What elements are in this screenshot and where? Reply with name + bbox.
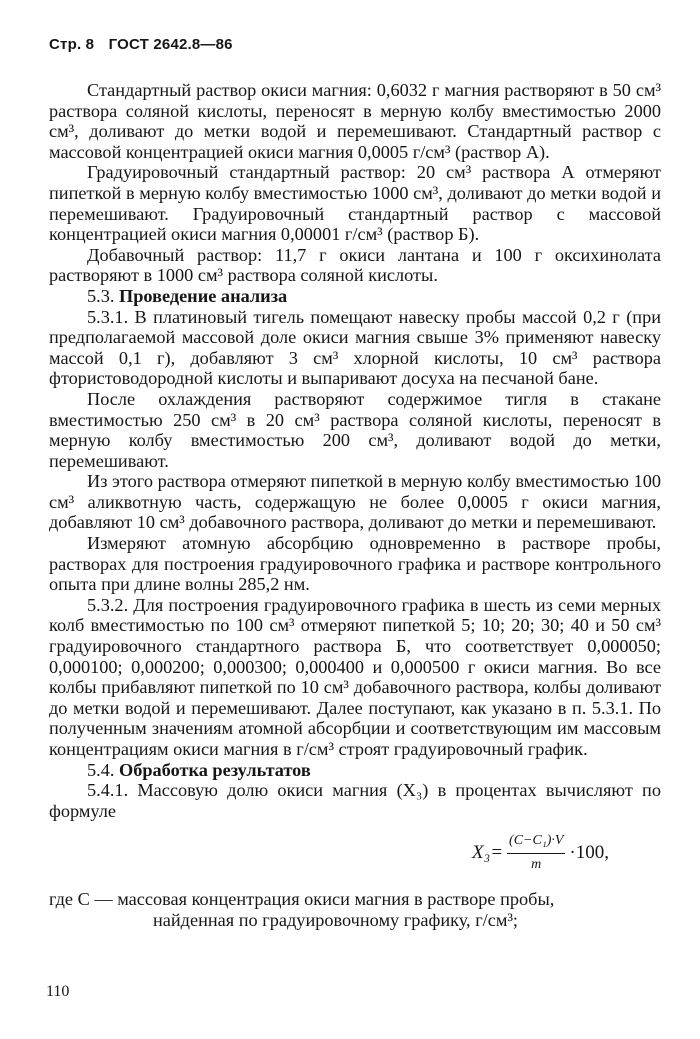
formula-lhs: X₃=	[472, 842, 504, 864]
standard-number: ГОСТ 2642.8—86	[108, 36, 233, 53]
paragraph-absorption: Измеряют атомную абсорбцию одновременно в растворе пробы, растворах для построения градуировочного графика и растворе контрольного опыта при длине волны 285,2 нм.	[49, 533, 661, 595]
where-line-2: найденная по градуировочному графику, г/см³;	[153, 909, 519, 930]
where-line-1: где C — массовая концентрация окиси магния в растворе пробы,	[49, 889, 555, 910]
formula-numerator: (C−C₁)·V	[507, 831, 565, 854]
section-title: Обработка результатов	[119, 759, 311, 780]
formula-tail: ·100,	[569, 842, 609, 864]
paragraph-cooling: После охлаждения растворяют содержимое тигля в стакане вместимостью 250 см³ в 20 см³ раствора соляной кислоты, переносят в мерную колбу вместимостью 200 см³, доливают водой до метки, перемешивают.	[49, 388, 661, 471]
section-title: Проведение анализа	[119, 285, 288, 306]
paragraph-calibration-solution: Градуировочный стандартный раствор: 20 см³ раствора А отмеряют пипеткой в мерную колбу вместимостью 1000 см³, доливают до метки водой и перемешивают. Градуировочный стандартный раствор с массовой концентрацией окиси магния 0,00001 г/см³ (раствор Б).	[49, 162, 661, 245]
page-number: 110	[46, 983, 70, 1000]
formula-fraction	[507, 831, 565, 875]
document-body	[49, 80, 661, 931]
paragraph-standard-solution: Стандартный раствор окиси магния: 0,6032 г магния растворяют в 50 см³ раствора соляной кислоты, переносят в мерную колбу вместимостью 2000 см³, доливают до метки водой и перемешивают. Стандартный раствор с массовой концентрацией окиси магния 0,0005 г/см³ (раствор А).	[49, 80, 661, 162]
section-number: 5.3.	[87, 285, 115, 306]
section-number: 5.4.	[87, 759, 115, 780]
page-header	[49, 36, 243, 53]
paragraph-5-4-1: 5.4.1. Массовую долю окиси магния (X₃) в процентах вычисляют по формуле	[49, 780, 661, 821]
paragraph-aliquot: Из этого раствора отмеряют пипеткой в мерную колбу вместимостью 100 см³ аликвотную часть, содержащую не более 0,0005 г окиси магния, добавляют 10 см³ добавочного раствора, доливают до метки и перемешивают.	[49, 471, 661, 533]
paragraph-5-3-1: 5.3.1. В платиновый тигель помещают навеску пробы массой 0,2 г (при предполагаемой массовой доле окиси магния свыше 3% применяют навеску массой 0,1 г), добавляют 3 см³ хлорной кислоты, 10 см³ раствора фтористоводородной кислоты и выпаривают досуха на песчаной бане.	[49, 306, 661, 389]
paragraph-5-3-2: 5.3.2. Для построения градуировочного графика в шесть из семи мерных колб вместимостью по 100 см³ отмеряют пипеткой 5; 10; 20; 30; 40 и 50 см³ градуировочного стандартного раствора Б, что соответствует 0,000050; 0,000100; 0,000200; 0,000300; 0,000400 и 0,000500 г окиси магния. Во все колбы прибавляют пипеткой по 10 см³ добавочного раствора, колбы доливают до метки водой и перемешивают. Далее поступают, как указано в п. 5.3.1. По полученным значениям атомной абсорбции и соответствующим им массовым концентрациям окиси магния в г/см³ строят градуировочный график.	[49, 594, 661, 759]
page-label: Стр. 8	[49, 36, 95, 53]
formula-denominator: m	[531, 856, 542, 872]
paragraph-additive-solution: Добавочный раствор: 11,7 г окиси лантана и 100 г оксихинолата растворяют в 1000 см³ раствора соляной кислоты.	[49, 244, 661, 286]
section-heading-5-3	[49, 286, 661, 307]
formula	[49, 831, 661, 875]
section-heading-5-4	[49, 760, 661, 781]
